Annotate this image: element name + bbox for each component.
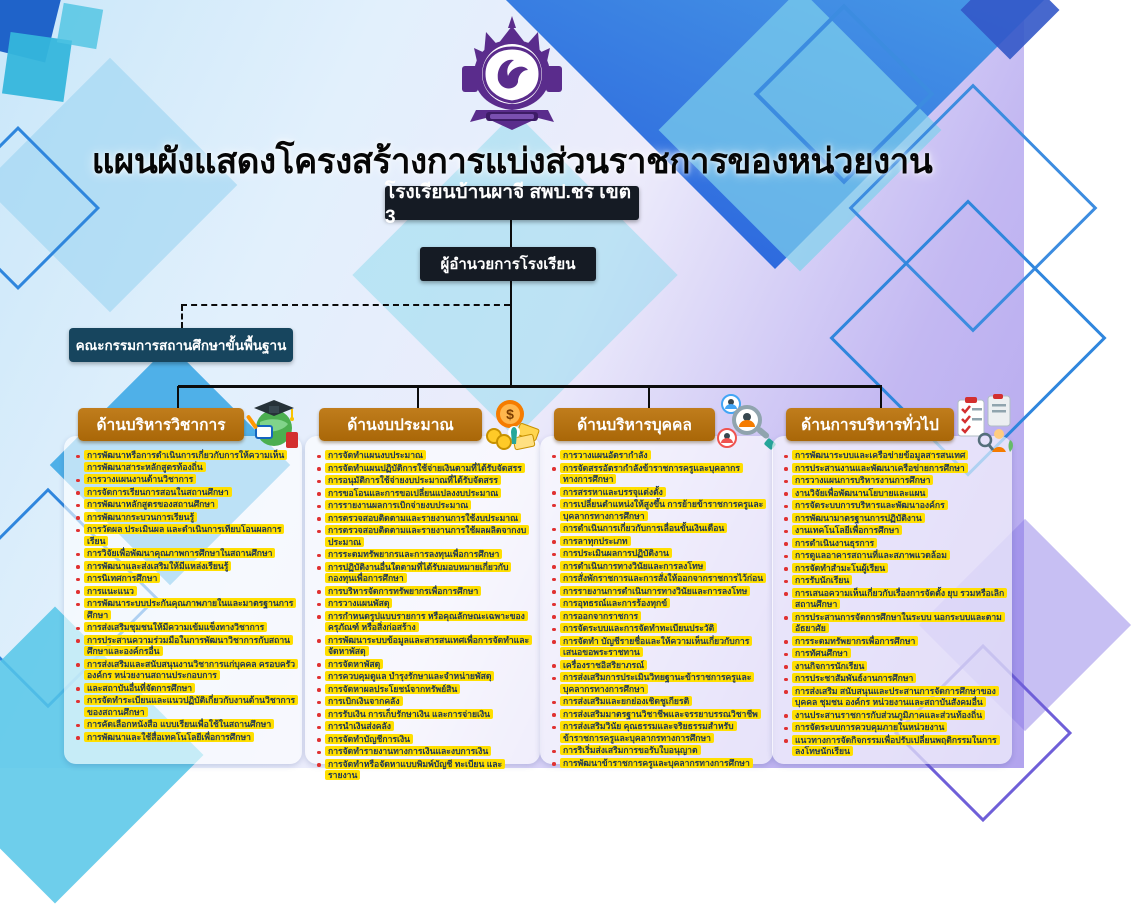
list-item: การวางแผนพัสดุ — [325, 598, 534, 610]
list-item: การจัดสรรอัตรากำลังข้าราชการครูและบุคลากรทางการศึกษา — [560, 463, 767, 486]
column-header: ด้านการบริหารทั่วไป — [786, 408, 954, 441]
list-item: การระดมทรัพยากรและการลงทุนเพื่อการศึกษา — [325, 549, 534, 561]
list-item: การส่งเสริมการประเมินวิทยฐานะข้าราชการครูและบุคลากรทางการศึกษา — [560, 672, 767, 695]
list-item: การพัฒนามาตรฐานการปฏิบัติงาน — [792, 513, 1006, 525]
list-item: เครื่องราชอิสริยาภรณ์ — [560, 660, 767, 672]
dashed-connector — [181, 305, 183, 328]
list-item: การคัดเลือกหนังสือ แบบเรียนเพื่อใช้ในสถานศึกษา — [84, 719, 296, 731]
list-item: การจัดทำระเบียนและแนวปฏิบัติเกี่ยวกับงานด้านวิชาการของสถานศึกษา — [84, 695, 296, 718]
committee-box: คณะกรรมการสถานศึกษาขั้นพื้นฐาน — [69, 328, 293, 362]
list-item: การดูแลอาคารสถานที่และสภาพแวดล้อม — [792, 550, 1006, 562]
list-item: การพัฒนาระบบข้อมูลและสารสนเทศเพื่อการจัดทำและจัดหาพัสดุ — [325, 635, 534, 658]
list-item: การควบคุมดูแล บำรุงรักษาและจำหน่ายพัสดุ — [325, 671, 534, 683]
list-item: การดำเนินการทางวินัยและการลงโทษ — [560, 561, 767, 573]
list-item: การดำเนินงานธุรการ — [792, 538, 1006, 550]
school-emblem-logo — [456, 14, 568, 136]
column-academic — [64, 408, 302, 764]
list-item: การออกจากราชการ — [560, 611, 767, 623]
task-list — [550, 450, 767, 768]
list-item: แนวทางการจัดกิจกรรมเพื่อปรับเปลี่ยนพฤติกรรมในการลงโทษนักเรียน — [792, 735, 1006, 758]
list-item: การจัดทำรายงานทางการเงินและงบการเงิน — [325, 746, 534, 758]
list-item: การวางแผนงานด้านวิชาการ — [84, 474, 296, 486]
dashed-connector — [181, 304, 510, 306]
list-item: การจัดทำหรือจัดหาแบบพิมพ์บัญชี ทะเบียน และรายงาน — [325, 759, 534, 782]
list-item: การประสานการจัดการศึกษาในระบบ นอกระบบและตามอัธยาศัย — [792, 612, 1006, 635]
school-name-box: โรงเรียนบ้านผาจี สพป.ชร เขต 3 — [385, 186, 639, 220]
list-item: การจัดระบบการบริหารและพัฒนาองค์กร — [792, 500, 1006, 512]
clipboard-checklist-icon — [952, 392, 1016, 456]
list-item: การพัฒนากระบวนการเรียนรู้ — [84, 512, 296, 524]
list-item: การขอโอนและการขอเปลี่ยนแปลงงบประมาณ — [325, 488, 534, 500]
list-item: การส่งเสริมมาตรฐานวิชาชีพและจรรยาบรรณวิชาชีพ — [560, 709, 767, 721]
list-item: งานวิจัยเพื่อพัฒนานโยบายและแผน — [792, 488, 1006, 500]
list-item: การรายงานผลการเบิกจ่ายงบประมาณ — [325, 500, 534, 512]
graduation-cap-globe-icon — [242, 392, 306, 456]
list-item: การปฏิบัติงานอื่นใดตามที่ได้รับมอบหมายเกี่ยวกับกองทุนเพื่อการศึกษา — [325, 562, 534, 585]
list-item: การทัศนศึกษา — [792, 648, 1006, 660]
money-coins-icon — [480, 392, 544, 456]
list-item: การลาทุกประเภท — [560, 536, 767, 548]
task-list — [782, 450, 1006, 760]
list-item: การอุทธรณ์และการร้องทุกข์ — [560, 598, 767, 610]
list-item: การวางแผนอัตรากำลัง — [560, 450, 767, 462]
column-header: ด้านบริหารบุคคล — [554, 408, 715, 441]
list-item: การส่งเสริม สนับสนุนและประสานการจัดการศึกษาของบุคคล ชุมชน องค์กร หน่วยงานและสถาบันสังคมอื่น — [792, 686, 1006, 709]
list-item: งานกิจการนักเรียน — [792, 661, 1006, 673]
list-item: การประชาสัมพันธ์งานการศึกษา — [792, 673, 1006, 685]
list-item: การรายงานการดำเนินการทางวินัยและการลงโทษ — [560, 586, 767, 598]
list-item: การจัดระบบและการจัดทำทะเบียนประวัติ — [560, 623, 767, 635]
list-item: งานประสานราชการกับส่วนภูมิภาคและส่วนท้องถิ่น — [792, 710, 1006, 722]
list-item: การพัฒนาข้าราชการครูและบุคลากรทางการศึกษา — [560, 758, 767, 770]
people-search-icon — [713, 392, 777, 456]
list-item: การประเมินผลการปฏิบัติงาน — [560, 548, 767, 560]
list-item: การส่งเสริมชุมชนให้มีความเข้มแข็งทางวิชาการ — [84, 622, 296, 634]
list-item: การพัฒนาระบบประกันคุณภาพภายในและมาตรฐานการศึกษา — [84, 598, 296, 621]
list-item: การเปลี่ยนตำแหน่งให้สูงขึ้น การย้ายข้าราชการครูและบุคลากรทางการศึกษา — [560, 499, 767, 522]
list-item: การจัดทำสำมะโนผู้เรียน — [792, 563, 1006, 575]
svg-text:$: $ — [506, 406, 514, 422]
list-item: การระดมทรัพยากรเพื่อการศึกษา — [792, 636, 1006, 648]
director-box: ผู้อำนวยการโรงเรียน — [420, 247, 596, 281]
list-item: การส่งเสริมและสนับสนุนงานวิชาการแก่บุคคล ครอบครัว องค์กร หน่วยงานสถานประกอบการ — [84, 659, 296, 682]
list-item: การจัดหาพัสดุ — [325, 659, 534, 671]
list-item: การพัฒนาและส่งเสริมให้มีแหล่งเรียนรู้ — [84, 561, 296, 573]
column-header: ด้านงบประมาณ — [319, 408, 482, 441]
list-item: การประสานงานและพัฒนาเครือข่ายการศึกษา — [792, 463, 1006, 475]
list-item: การสั่งพักราชการและการสั่งให้ออกจากราชการไว้ก่อน — [560, 573, 767, 585]
list-item: การพัฒนาหรือการดำเนินการเกี่ยวกับการให้ความเห็น การพัฒนาสาระหลักสูตรท้องถิ่น — [84, 450, 296, 473]
list-item: การพัฒนาและใช้สื่อเทคโนโลยีเพื่อการศึกษา — [84, 732, 296, 744]
task-list — [74, 450, 296, 760]
list-item: งานเทคโนโลยีเพื่อการศึกษา — [792, 525, 1006, 537]
list-item: การนิเทศการศึกษา — [84, 573, 296, 585]
list-item: การรับนักเรียน — [792, 575, 1006, 587]
list-item: การแนะแนว — [84, 586, 296, 598]
list-item: การวางแผนการบริหารงานการศึกษา — [792, 475, 1006, 487]
list-item: การจัดทำแผนงบประมาณ — [325, 450, 534, 462]
list-item: การจัดทำแผนปฏิบัติการใช้จ่ายเงินตามที่ได้รับจัดสรร — [325, 463, 534, 475]
list-item: การเบิกเงินจากคลัง — [325, 696, 534, 708]
list-item: การจัดหาผลประโยชน์จากทรัพย์สิน — [325, 684, 534, 696]
connector-line — [510, 281, 512, 386]
page-title: แผนผังแสดงโครงสร้างการแบ่งส่วนราชการของหน่วยงาน — [91, 142, 933, 181]
list-item: การตรวจสอบติดตามและรายงานการใช้งบประมาณ — [325, 513, 534, 525]
list-item: การส่งเสริมและยกย่องเชิดชูเกียรติ — [560, 696, 767, 708]
list-item: การวัดผล ประเมินผล และดำเนินการเทียบโอนผลการเรียน — [84, 524, 296, 547]
list-item: การเสนอความเห็นเกี่ยวกับเรื่องการจัดตั้ง ยุบ รวมหรือเลิกสถานศึกษา — [792, 588, 1006, 611]
column-budget — [305, 406, 540, 781]
task-list — [315, 450, 534, 781]
list-item: การนำเงินส่งคลัง — [325, 721, 534, 733]
column-personnel — [540, 408, 773, 768]
list-item: การตรวจสอบติดตามและรายงานการใช้ผลผลิตจากงบประมาณ — [325, 525, 534, 548]
column-general — [772, 408, 1012, 764]
list-item: การวิจัยเพื่อพัฒนาคุณภาพการศึกษาในสถานศึกษา — [84, 548, 296, 560]
list-item: การพัฒนาหลักสูตรของสถานศึกษา — [84, 499, 296, 511]
list-item: การอนุมัติการใช้จ่ายงบประมาณที่ได้รับจัดสรร — [325, 475, 534, 487]
list-item: การจัดระบบการควบคุมภายในหน่วยงาน — [792, 722, 1006, 734]
list-item: การบริหารจัดการทรัพยากรเพื่อการศึกษา — [325, 586, 534, 598]
list-item: การพัฒนาระบบและเครือข่ายข้อมูลสารสนเทศ — [792, 450, 1006, 462]
list-item: การส่งเสริมวินัย คุณธรรมและจริยธรรมสำหรับข้าราชการครูและบุคลากรทางการศึกษา — [560, 721, 767, 744]
list-item: การจัดการเรียนการสอนในสถานศึกษา — [84, 487, 296, 499]
column-header: ด้านบริหารวิชาการ — [78, 408, 244, 441]
list-item: การสรรหาและบรรจุแต่งตั้ง — [560, 487, 767, 499]
list-item: การประสานความร่วมมือในการพัฒนาวิชาการกับสถานศึกษาและองค์กรอื่น — [84, 635, 296, 658]
connector-line — [178, 385, 882, 388]
bg-square — [57, 3, 103, 49]
list-item: การกำหนดรูปแบบรายการ หรือคุณลักษณะเฉพาะของครุภัณฑ์ หรือสิ่งก่อสร้าง — [325, 611, 534, 634]
list-item: การดำเนินการเกี่ยวกับการเลื่อนขั้นเงินเดือน — [560, 523, 767, 535]
list-item: การริเริ่มส่งเสริมการขอรับใบอนุญาต — [560, 745, 767, 757]
list-item: การจัดทำบัญชีการเงิน — [325, 734, 534, 746]
list-item: การจัดทำ บัญชีรายชื่อและให้ความเห็นเกี่ยวกับการเสนอขอพระราชทาน — [560, 636, 767, 659]
list-item: การรับเงิน การเก็บรักษาเงิน และการจ่ายเงิน — [325, 709, 534, 721]
list-item: และสถาบันอื่นที่จัดการศึกษา — [84, 683, 296, 695]
